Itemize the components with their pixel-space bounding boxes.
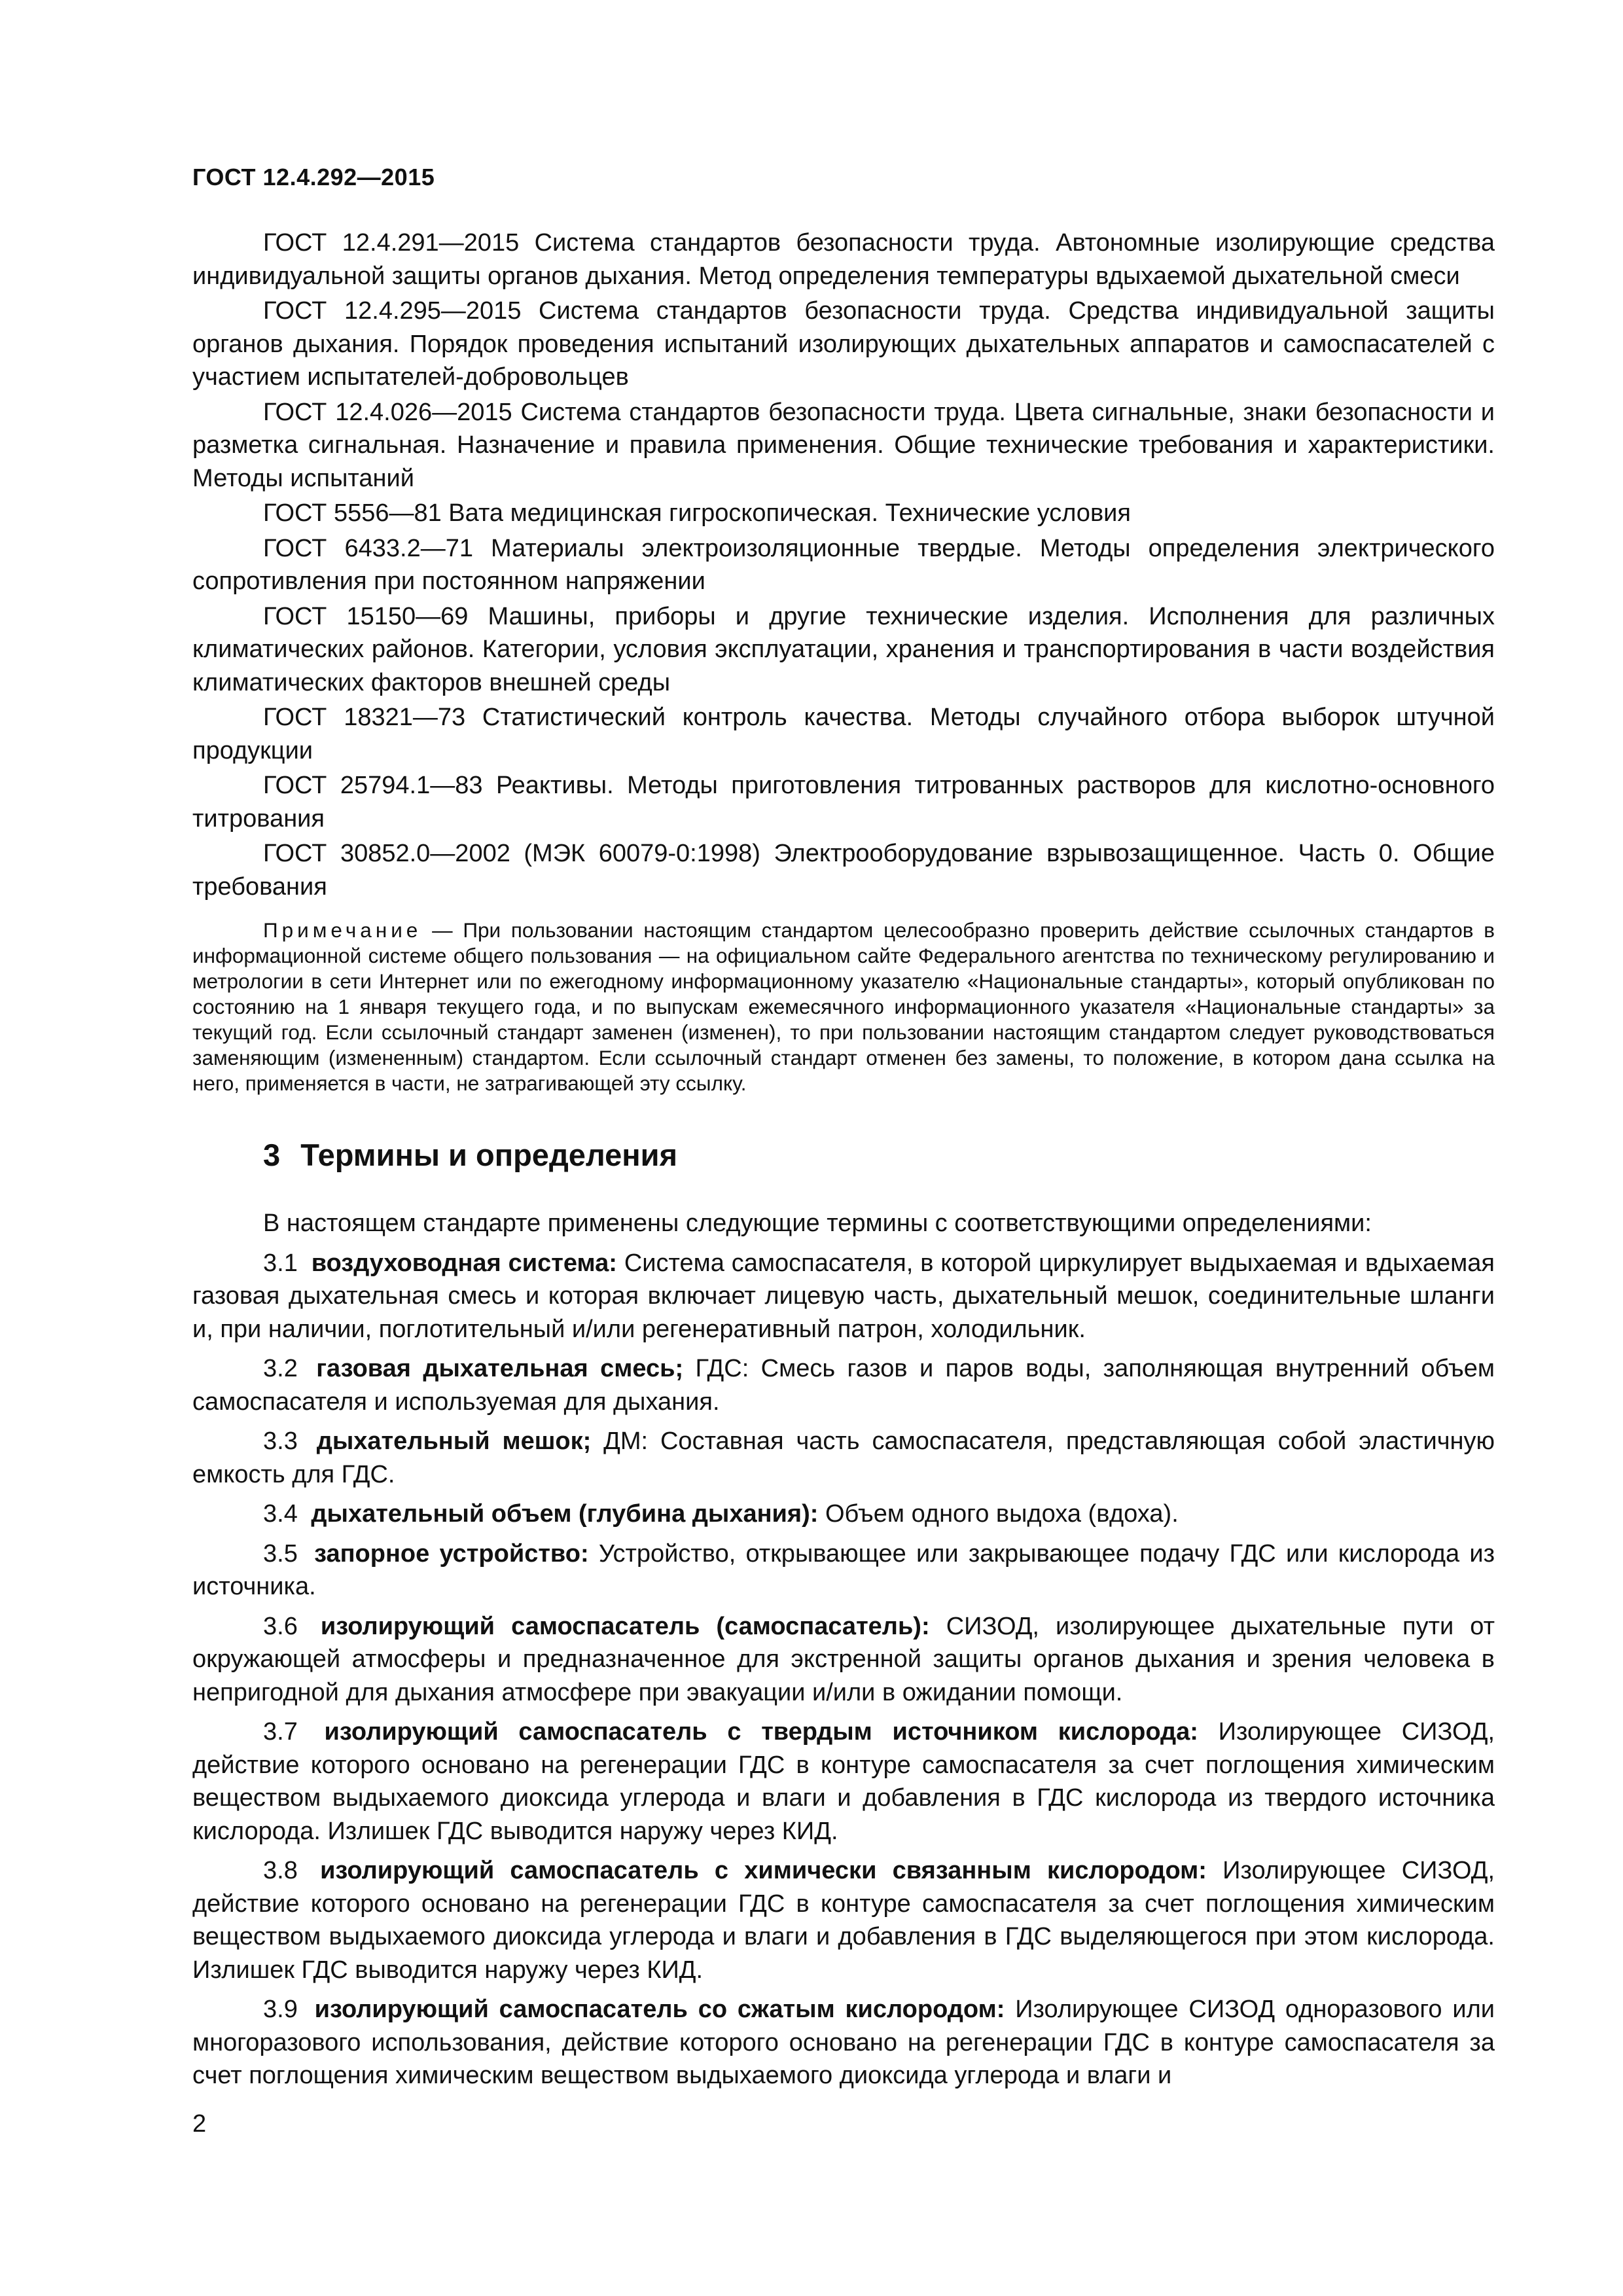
page-header [192, 164, 435, 191]
term-text: Изолирующее СИЗОД одноразового или многоразового использования, действие которого основано на регенерации ГДС в контуре самоспасателя за счет поглощения химическим веществом выдыхаемого диоксида углерода и влаги и [192, 1996, 1495, 2089]
normative-references [192, 226, 1495, 903]
term-definition [192, 1498, 1495, 1531]
section-heading [263, 1137, 1495, 1173]
term-number: 3.9 [263, 1996, 298, 2023]
reference-item: ГОСТ 6433.2—71 Материалы электроизоляционные твердые. Методы определения электрического сопротивления при постоянном напряжении [192, 534, 1495, 595]
section-title: Термины и определения [300, 1138, 677, 1172]
term-number: 3.2 [263, 1355, 298, 1382]
term-number: 3.4 [263, 1500, 298, 1528]
term-name: изолирующий самоспасатель со сжатым кислородом: [314, 1996, 1005, 2023]
term-definition [192, 1854, 1495, 1986]
term-definition [192, 1993, 1495, 2092]
reference-item: ГОСТ 18321—73 Статистический контроль качества. Методы случайного отбора выборок штучной продукции [192, 704, 1495, 764]
term-text: Устройство, открывающее или закрывающее подачу ГДС или кислорода из источника. [192, 1539, 1495, 1600]
term-name: воздуховодная система: [311, 1249, 617, 1277]
term-text: ДМ: Составная часть самоспасателя, представляющая собой эластичную емкость для ГДС. [192, 1427, 1495, 1488]
term-text: Изолирующее СИЗОД, действие которого основано на регенерации ГДС в контуре самоспасателя за счет поглощения химическим веществом выдыхаемого диоксида углерода и влаги и добавления в ГДС кислорода из твердого источника кислорода. Излишек ГДС выводится наружу через КИД. [192, 1718, 1495, 1845]
reference-item: ГОСТ 12.4.295—2015 Система стандартов безопасности труда. Средства индивидуальной защиты органов дыхания. Порядок проведения испытаний изолирующих дыхательных аппаратов и самоспасателей с участием испытателей-добровольцев [192, 297, 1495, 391]
term-text: Объем одного выдоха (вдоха). [825, 1500, 1179, 1528]
term-definition [192, 1715, 1495, 1848]
term-name: изолирующий самоспасатель (самоспасатель): [320, 1612, 930, 1640]
terms-list [192, 1207, 1495, 2092]
term-definition [192, 1247, 1495, 1346]
term-definition [192, 1610, 1495, 1710]
section-number: 3 [263, 1138, 281, 1172]
term-name: дыхательный мешок; [316, 1427, 592, 1455]
terms-intro: В настоящем стандарте применены следующие термины с соответствующими определениями: [263, 1210, 1372, 1237]
reference-item: ГОСТ 12.4.291—2015 Система стандартов безопасности труда. Автономные изолирующие средства индивидуальной защиты органов дыхания. Метод определения температуры вдыхаемой дыхательной смеси [192, 229, 1495, 290]
term-text: Система самоспасателя, в которой циркулирует выдыхаемая и вдыхаемая газовая дыхательная смесь и которая включает лицевую часть, дыхательный мешок, соединительные шланги и, при наличии, поглотительный и/или регенеративный патрон, холодильник. [192, 1249, 1495, 1343]
term-name: изолирующий самоспасатель с химически связанным кислородом: [320, 1857, 1207, 1884]
term-definition [192, 1425, 1495, 1491]
term-number: 3.1 [263, 1249, 298, 1277]
note-label: Примечание [263, 918, 422, 942]
term-name: газовая дыхательная смесь; [316, 1355, 684, 1382]
term-number: 3.6 [263, 1612, 298, 1640]
term-number: 3.3 [263, 1427, 298, 1455]
note-text: — При пользовании настоящим стандартом целесообразно проверить действие ссылочных стандартов в информационной системе общего пользования — на официальном сайте Федерального агентства по техническому регулированию и метрологии в сети Интернет или по ежегодному информационному указателю «Национальные стандарты», который опубликован по состоянию на 1 января текущего года, и по выпускам ежемесячного информационного указателя «Национальные стандарты» за текущий год. Если ссылочный стандарт заменен (изменен), то при пользовании настоящим стандартом следует руководствоваться заменяющим (измененным) стандартом. Если ссылочный стандарт отменен без замены, то положение, в котором дана ссылка на него, применяется в части, не затрагивающей эту ссылку. [192, 918, 1495, 1095]
reference-item: ГОСТ 12.4.026—2015 Система стандартов безопасности труда. Цвета сигнальные, знаки безопасности и разметка сигнальная. Назначение и правила применения. Общие технические требования и характеристики. Методы испытаний [192, 398, 1495, 492]
reference-item: ГОСТ 30852.0—2002 (МЭК 60079-0:1998) Электрооборудование взрывозащищенное. Часть 0. Общие требования [192, 840, 1495, 901]
term-text: СИЗОД, изолирующее дыхательные пути от окружающей атмосферы и предназначенное для экстренной защиты органов дыхания и зрения человека в непригодной для дыхания атмосфере при эвакуации и/или в ожидании помощи. [192, 1612, 1495, 1706]
page-number: 2 [192, 2110, 207, 2138]
reference-note [192, 918, 1495, 1096]
term-number: 3.5 [263, 1539, 298, 1568]
term-number: 3.7 [263, 1718, 298, 1746]
term-name: изолирующий самоспасатель с твердым источником кислорода: [324, 1718, 1198, 1746]
reference-item: ГОСТ 15150—69 Машины, приборы и другие технические изделия. Исполнения для различных климатических районов. Категории, условия эксплуатации, хранения и транспортирования в части воздействия климатических факторов внешней среды [192, 602, 1495, 696]
term-name: дыхательный объем (глубина дыхания): [311, 1500, 819, 1528]
term-definition [192, 1537, 1495, 1604]
term-text: Изолирующее СИЗОД, действие которого основано на регенерации ГДС в контуре самоспасателя за счет поглощения химическим веществом выдыхаемого диоксида углерода и влаги и добавления в ГДС выделяющегося при этом кислорода. Излишек ГДС выводится наружу через КИД. [192, 1857, 1495, 1984]
term-text: ГДС: Смесь газов и паров воды, заполняющая внутренний объем самоспасателя и используемая для дыхания. [192, 1355, 1495, 1416]
term-definition [192, 1352, 1495, 1418]
term-name: запорное устройство: [314, 1539, 589, 1568]
page-body [192, 226, 1495, 2099]
document-title: ГОСТ 12.4.292—2015 [192, 164, 435, 190]
reference-item: ГОСТ 5556—81 Вата медицинская гигроскопическая. Технические условия [263, 499, 1131, 527]
term-number: 3.8 [263, 1857, 298, 1884]
reference-item: ГОСТ 25794.1—83 Реактивы. Методы приготовления титрованных растворов для кислотно-основного титрования [192, 772, 1495, 833]
